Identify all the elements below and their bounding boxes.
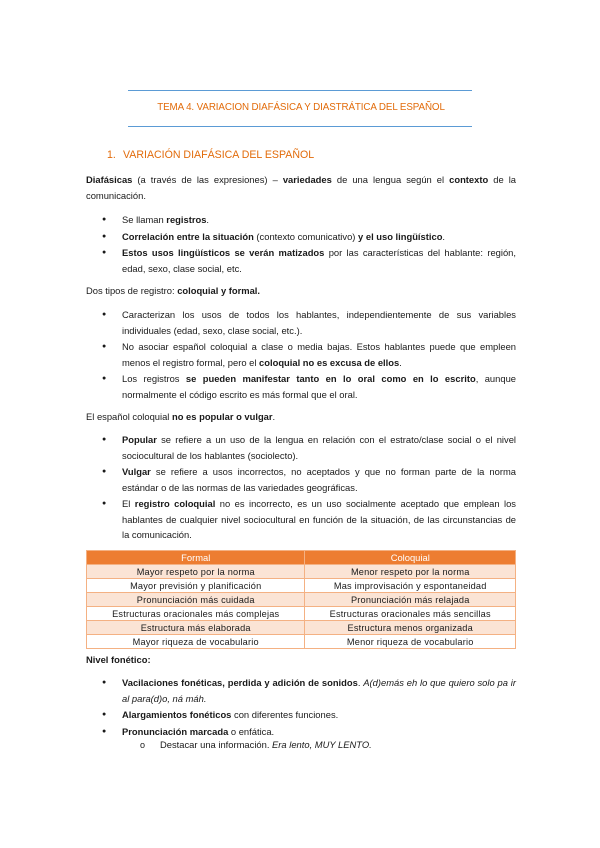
list-item: ● El registro coloquial no es incorrecto, es un uso socialmente aceptado que emplean los hablantes de cualquier nivel sociocultural en función de la situación, de las circunstancias de la comunicación. (86, 496, 516, 543)
page-title: TEMA 4. VARIACION DIAFÁSICA Y DIASTRÁTICA DEL ESPAÑOL (157, 102, 445, 113)
coloquial-paragraph: El español coloquial no es popular o vulgar. (86, 411, 276, 422)
list-item: ● Los registros se pueden manifestar tanto en lo oral como en lo escrito, aunque normalmente el código escrito es más formal que el oral. (86, 371, 516, 402)
table-cell: Mas improvisación y espontaneidad (305, 579, 516, 593)
table-cell: Menor respeto por la norma (305, 565, 516, 579)
registro-table (86, 550, 516, 649)
intro-paragraph: Diafásicas (a través de las expresiones) – variedades de una lengua según el contexto de la comunicación. (86, 174, 517, 201)
section-label: VARIACIÓN DIAFÁSICA DEL ESPAÑOL (123, 149, 315, 161)
table-cell: Pronunciación más relajada (305, 593, 516, 607)
table-cell: Mayor previsión y planificación (87, 579, 305, 593)
bullet-list-tipos (86, 307, 516, 403)
term-diafasicas: Diafásicas (86, 174, 133, 185)
list-item: ● Pronunciación marcada o enfática. (86, 724, 516, 740)
nivel-fonetico-heading: Nivel fonético: (86, 654, 151, 665)
table-cell: Menor riqueza de vocabulario (305, 635, 516, 649)
sub-list-item: o Destacar una información. Era lento, MUY LENTO. (140, 737, 372, 754)
list-item: ● Popular se refiere a un uso de la lengua en relación con el estrato/clase social o el nivel sociocultural de los hablantes (sociolecto). (86, 432, 516, 463)
tipos-paragraph: Dos tipos de registro: coloquial y formal. (86, 285, 261, 296)
header-coloquial: Coloquial (305, 551, 516, 565)
title-rule (128, 126, 472, 127)
section-heading (107, 149, 314, 161)
table-cell: Estructuras oracionales más complejas (87, 607, 305, 621)
table-row (87, 579, 516, 593)
table-row (87, 593, 516, 607)
table-cell: Mayor riqueza de vocabulario (87, 635, 305, 649)
table-cell: Estructura menos organizada (305, 621, 516, 635)
bullet-list-registros (86, 212, 516, 277)
table-cell: Mayor respeto por la norma (87, 565, 305, 579)
table-row (87, 565, 516, 579)
table-cell: Pronunciación más cuidada (87, 593, 305, 607)
list-item: ● Alargamientos fonéticos con diferentes funciones. (86, 707, 516, 723)
list-item: ● Vulgar se refiere a usos incorrectos, no aceptados y que no forman parte de la norma estándar o de las normas de las variedades geográficas. (86, 464, 516, 495)
section-number: 1. (107, 149, 116, 161)
list-item: ● Caracterizan los usos de todos los hablantes, independientemente de sus variables individuales (edad, sexo, clase social, etc.). (86, 307, 516, 338)
table-cell: Estructura más elaborada (87, 621, 305, 635)
top-rule (128, 90, 472, 91)
bullet-list-fonetico (86, 675, 516, 740)
list-item: ● Vacilaciones fonéticas, perdida y adición de sonidos. A(d)emás eh lo que quiero solo pa ir al para(d)o, ná máh. (86, 675, 516, 706)
table-row (87, 607, 516, 621)
bullet-list-coloquial (86, 432, 516, 544)
table-header-row (87, 551, 516, 565)
table-row (87, 635, 516, 649)
circle-bullet-icon: o (140, 740, 146, 750)
table-row (87, 621, 516, 635)
header-formal: Formal (87, 551, 305, 565)
table-cell: Estructuras oracionales más sencillas (305, 607, 516, 621)
list-item: ● Se llaman registros. (86, 212, 516, 228)
list-item: ● Correlación entre la situación (contexto comunicativo) y el uso lingüístico. (86, 229, 516, 245)
list-item: ● No asociar español coloquial a clase o media bajas. Estos hablantes puede que empleen menos el registro formal, pero el coloquial no es excusa de ellos. (86, 339, 516, 370)
list-item: ● Estos usos lingüísticos se verán matizados por las características del hablante: región, edad, sexo, clase social, etc. (86, 245, 516, 276)
